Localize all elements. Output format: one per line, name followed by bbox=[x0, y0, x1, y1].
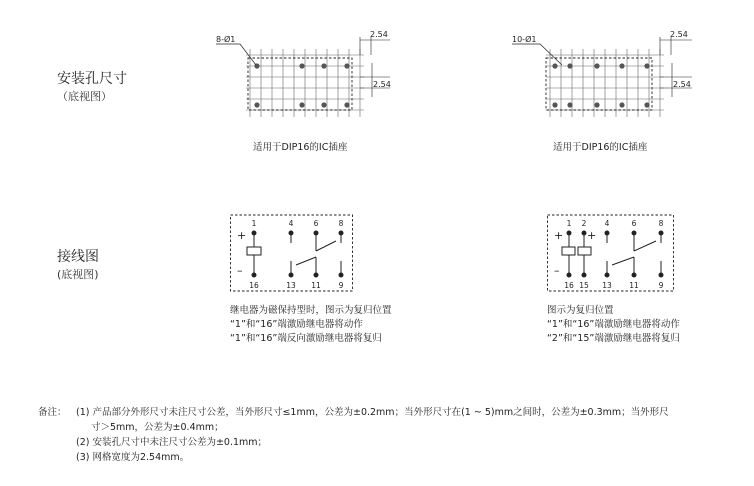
wiring-desc-1-line-1: 继电器为磁保持型时，图示为复归位置 bbox=[230, 305, 392, 316]
note-2: (2) 安装孔尺寸中未注尺寸公差为±0.1mm； bbox=[76, 437, 268, 448]
wiring-diagram-1 bbox=[230, 213, 365, 298]
wiring-desc-1-line-2: “1”和“16”端激励继电器将动作 bbox=[230, 319, 363, 330]
pin-label: 1 bbox=[566, 219, 572, 228]
pin-label: 9 bbox=[338, 281, 344, 290]
minus-sign: – bbox=[237, 264, 243, 277]
notes-prefix: 备注： bbox=[38, 407, 67, 418]
hole-label: 8-Ø1 bbox=[216, 35, 236, 44]
pin-label: 9 bbox=[658, 281, 664, 290]
holes bbox=[552, 63, 649, 107]
pin-label: 11 bbox=[629, 281, 639, 290]
dim-right-label: 2.54 bbox=[373, 80, 391, 89]
mounting-diagram-2 bbox=[510, 25, 695, 135]
note-3: (3) 网格宽度为2.54mm。 bbox=[76, 452, 190, 463]
pin-label: 4 bbox=[288, 219, 294, 228]
pin-label: 8 bbox=[338, 219, 344, 228]
wiring-desc-2-line-2: “1”和“16”端激励继电器将动作 bbox=[547, 319, 680, 330]
pin-label: 6 bbox=[313, 219, 319, 228]
mounting-title: 安装孔尺寸 bbox=[57, 71, 127, 87]
wiring-title: 接线图 bbox=[57, 249, 99, 265]
note-1: (1) 产品部分外形尺寸未注尺寸公差，当外形尺寸≤1mm，公差为±0.2mm；当外形尺寸在(1 ~ 5)mm之间时，公差为±0.3mm；当外形尺 bbox=[76, 407, 669, 418]
plus-sign-2: + bbox=[587, 229, 597, 242]
pin-label: 4 bbox=[604, 219, 610, 228]
pin-label: 2 bbox=[581, 219, 587, 228]
dim-top-label: 2.54 bbox=[670, 30, 688, 39]
hole-label: 10-Ø1 bbox=[512, 35, 537, 44]
wiring-diagram-2 bbox=[547, 213, 682, 298]
pin-label: 6 bbox=[631, 219, 637, 228]
wiring-desc-1-line-3: “1”和“16”端反向激励继电器将复归 bbox=[230, 333, 382, 344]
pin-label: 11 bbox=[311, 281, 321, 290]
mounting-caption-2: 适用于DIP16的IC插座 bbox=[553, 142, 648, 153]
dim-top bbox=[660, 37, 692, 55]
note-1-cont: 寸＞5mm，公差为±0.4mm； bbox=[91, 422, 224, 433]
mounting-diagram-1 bbox=[210, 25, 390, 135]
pin-label: 16 bbox=[249, 281, 259, 290]
wiring-desc-2-line-1: 图示为复归位置 bbox=[547, 305, 614, 316]
pin-label: 15 bbox=[579, 281, 589, 290]
dim-top-label: 2.54 bbox=[370, 30, 388, 39]
minus-sign: – bbox=[554, 264, 560, 277]
pin-label: 13 bbox=[286, 281, 296, 290]
wiring-subtitle: (底视图) bbox=[57, 268, 99, 281]
pin-label: 8 bbox=[658, 219, 664, 228]
holes bbox=[254, 63, 349, 107]
mounting-caption-1: 适用于DIP16的IC插座 bbox=[253, 142, 348, 153]
pin-label: 13 bbox=[602, 281, 612, 290]
dim-right-label: 2.54 bbox=[673, 80, 691, 89]
pin-label: 16 bbox=[564, 281, 574, 290]
dim-top bbox=[360, 37, 390, 55]
wiring-desc-2-line-3: “2”和“15”端激励继电器将复归 bbox=[547, 333, 680, 344]
mounting-subtitle: （底视图） bbox=[57, 90, 112, 103]
plus-sign: + bbox=[554, 229, 564, 242]
pin-label: 1 bbox=[251, 219, 257, 228]
plus-sign: + bbox=[237, 229, 247, 242]
